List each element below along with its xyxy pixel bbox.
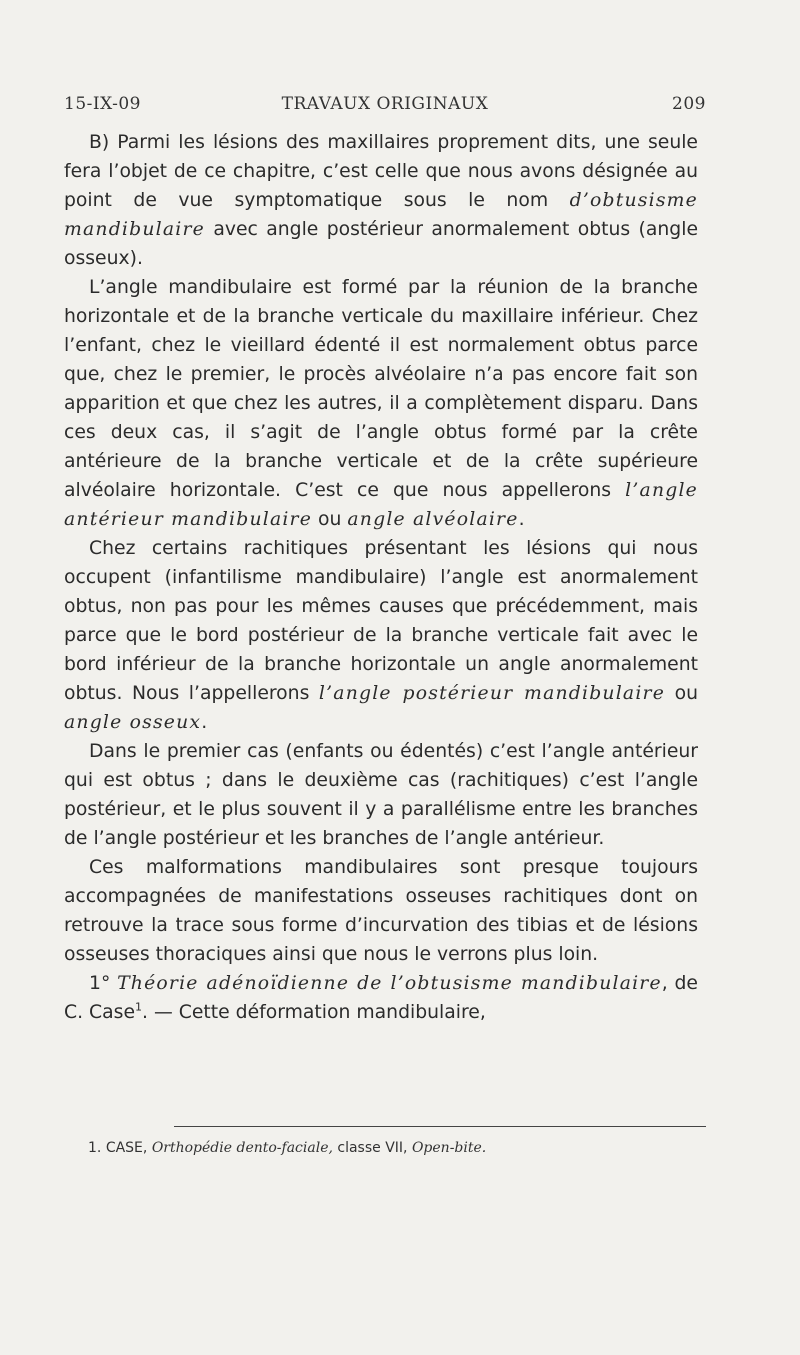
paragraph-6 <box>64 969 698 1027</box>
paragraph-1 <box>64 128 698 273</box>
p6-text-2: . — Cette déformation mandibulaire, <box>142 1002 486 1023</box>
paragraph-4 <box>64 737 698 853</box>
p5-text: Ces malformations mandibulaires sont presque toujours accompagnées de manifestations osseuses rachitiques dont on retrouve la trace sous forme d’incurvation des tibias et de lésions osseuses thoraciques ainsi que nous le verrons plus loin. <box>64 857 698 965</box>
p6-number: 1° <box>89 973 111 994</box>
p3-text-1: Chez certains rachitiques présentant les lésions qui nous occupent (infantilisme mandibulaire) l’angle est anormalement obtus, non pas pour les mêmes causes que précédemment, mais parce que le bord postérieur de la branche verticale fait avec le bord inférieur de la branche horizontale un angle anormalement obtus. Nous l’appellerons <box>64 538 698 704</box>
p4-text: Dans le premier cas (enfants ou édentés) c’est l’angle antérieur qui est obtus ; dans le deuxième cas (rachitiques) c’est l’angle postérieur, et le plus souvent il y a parallélisme entre les branches de l’angle postérieur et les branches de l’angle antérieur. <box>64 741 698 849</box>
p3-italic-term-1: l’angle postérieur mandibulaire <box>318 683 666 704</box>
footnote-number: 1. <box>88 1140 102 1156</box>
p3-italic-term-2: angle osseux <box>64 712 202 733</box>
paragraph-5 <box>64 853 698 969</box>
running-head <box>64 94 706 122</box>
p1-text-1: B) Parmi les lésions des maxillaires proprement dits, une seule fera l’objet de ce chapitre, c’est celle que nous avons désignée au point de vue symptomatique sous le nom <box>64 132 698 211</box>
p3-text-2: ou <box>665 683 698 704</box>
header-date: 15-IX-09 <box>64 94 141 114</box>
header-title: TRAVAUX ORIGINAUX <box>281 94 489 114</box>
footnote <box>88 1138 708 1158</box>
page-number: 209 <box>672 94 706 114</box>
body-text <box>64 128 698 1027</box>
footnote-author: CASE, <box>105 1140 148 1156</box>
p6-text-1: , de C. Case <box>64 973 698 1023</box>
footnote-text: classe VII, <box>332 1140 412 1156</box>
footnote-work-title: Orthopédie dento-faciale, <box>151 1140 333 1156</box>
p6-italic-title: Théorie adénoïdienne de l’obtusisme mandibulaire <box>117 973 662 994</box>
p2-text-3: . <box>518 509 525 530</box>
p3-text-3: . <box>201 712 208 733</box>
footnote-divider <box>174 1126 706 1127</box>
footnote-ref[interactable]: 1 <box>135 1000 143 1014</box>
p2-italic-term-1: l’angle antérieur mandibulaire <box>64 480 698 530</box>
p1-text-2: avec angle postérieur anormalement obtus (angle osseux). <box>64 219 698 269</box>
p2-text-2: ou <box>312 509 348 530</box>
p2-text-1: L’angle mandibulaire est formé par la réunion de la branche horizontale et de la branche verticale du maxillaire inférieur. Chez l’enfant, chez le vieillard édenté il est normalement obtus parce que, chez le premier, le procès alvéolaire n’a pas encore fait son apparition et que chez les autres, il a complètement disparu. Dans ces deux cas, il s’agit de l’angle obtus formé par la crête antérieure de la branche verticale et de la crête supérieure alvéolaire horizontale. C’est ce que nous appellerons <box>64 277 698 501</box>
footnote-subtitle: Open-bite. <box>411 1140 487 1156</box>
paragraph-2 <box>64 273 698 534</box>
p2-italic-term-2: angle alvéolaire <box>347 509 519 530</box>
p1-italic-term: d’obtusisme mandibulaire <box>64 190 698 240</box>
paragraph-3 <box>64 534 698 737</box>
